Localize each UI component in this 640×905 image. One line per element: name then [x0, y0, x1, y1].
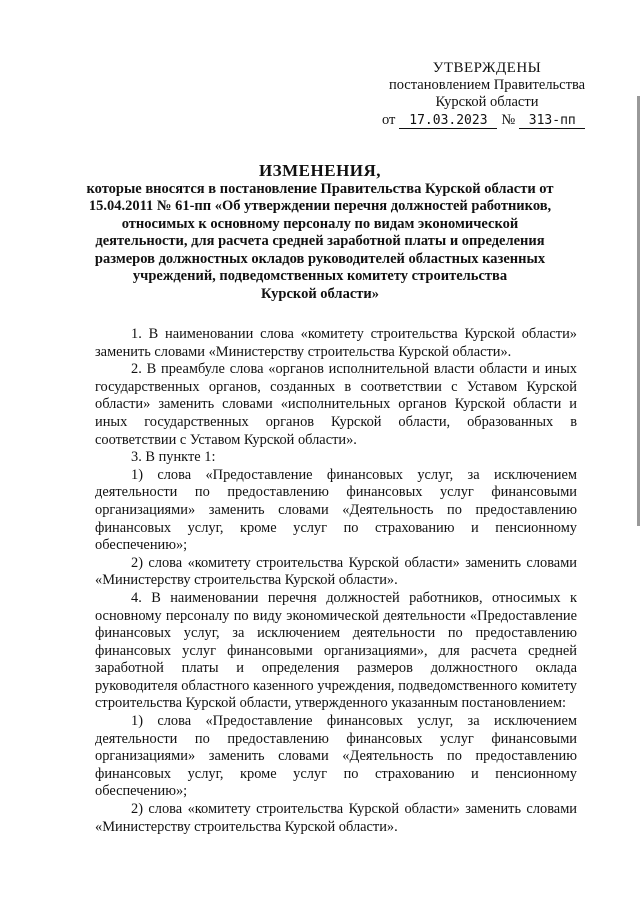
paragraph-1: 1. В наименовании слова «комитету строительства Курской области» заменить словами «Министерству строительства Курской области». [95, 326, 577, 360]
title-line: 15.04.2011 № 61-пп «Об утверждении перечня должностей работников, [88, 198, 552, 214]
approved-title: УТВЕРЖДЕНЫ [432, 60, 542, 76]
approval-line-2: Курской области [435, 94, 539, 110]
approval-stamp [382, 60, 592, 129]
number-prefix: № [501, 112, 516, 128]
title-line: деятельности, для расчета средней заработной платы и определения [95, 233, 545, 249]
title-line: которые вносятся в постановление Правительства Курской области от [86, 180, 554, 197]
date-prefix: от [382, 112, 396, 128]
title-line: Курской области» [261, 285, 379, 302]
paragraph-3-item-1: 1) слова «Предоставление финансовых услуг, за исключением деятельности по предоставлению финансовых услуг финансовыми организациями» заменить словами «Деятельность по предоставлению финансовых услуг, кроме услуг по страхованию и пенсионному обеспечению»; [95, 466, 577, 554]
approval-date-line [382, 112, 592, 129]
approval-line-1: постановлением Правительства [388, 77, 586, 93]
title-line: относимых к основному персоналу по видам экономической [121, 215, 519, 232]
title-heading: ИЗМЕНЕНИЯ, [258, 161, 382, 180]
title-line: учреждений, подведомственных комитету строительства [132, 268, 508, 284]
paragraph-3: 3. В пункте 1: [131, 449, 216, 466]
paragraph-2: 2. В преамбуле слова «органов исполнительной власти области и иных государственных органов, созданных в соответствии с Уставом Курской области» заменить словами «исполнительных органов Курской области и иных государственных органов Курской области, образованных в соответствии с Уставом Курской области». [95, 361, 577, 448]
paragraph-4-item-1: 1) слова «Предоставление финансовых услуг, за исключением деятельности по предоставлению финансовых услуг финансовыми организациями» заменить словами «Деятельность по предоставлению финансовых услуг, кроме услуг по страхованию и пенсионному обеспечению»; [95, 713, 577, 800]
paragraph-3-item-2: 2) слова «комитету строительства Курской области» заменить словами «Министерству строительства Курской области». [95, 554, 577, 589]
approval-number: 313-пп [519, 114, 585, 129]
approval-date: 17.03.2023 [399, 114, 497, 129]
title-line: размеров должностных окладов руководителей областных казенных [94, 250, 546, 267]
paragraph-4: 4. В наименовании перечня должностей работников, относимых к основному персоналу по виду экономической деятельности «Предоставление финансовых услуг, за исключением деятельности по предоставлению финансовых услуг финансовыми организациями», для расчета средней заработной платы и определения размеров должностного оклада руководителя областного казенного учреждения, подведомственного комитету строительства Курской области, утвержденного указанным постановлением: [95, 589, 577, 712]
document-body [95, 326, 577, 836]
paragraph-4-item-2: 2) слова «комитету строительства Курской области» заменить словами «Министерству строительства Курской области». [95, 801, 577, 835]
document-title [80, 162, 560, 303]
